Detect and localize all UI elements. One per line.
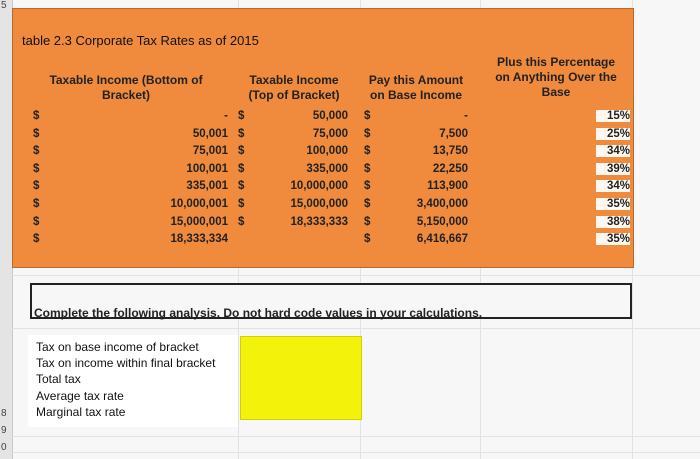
cell-bottom-bracket[interactable]: 75,001: [192, 145, 228, 158]
cell-bottom-bracket[interactable]: -: [224, 110, 228, 122]
currency-sign[interactable]: $: [238, 145, 245, 158]
row-number[interactable]: 0: [1, 442, 7, 453]
cell-percentage[interactable]: 15%: [596, 110, 630, 122]
currency-sign[interactable]: $: [238, 162, 245, 175]
currency-sign[interactable]: $: [364, 215, 371, 228]
header-bottom-bracket: Taxable Income (Bottom of Bracket): [49, 73, 203, 102]
cell-bottom-bracket[interactable]: 18,333,334: [170, 233, 228, 246]
cell-base-amount[interactable]: 6,416,667: [416, 233, 468, 246]
row-number[interactable]: 9: [1, 425, 7, 436]
header-percentage: Plus this Percentage on Anything Over the Base: [495, 55, 617, 99]
answer-input-cells[interactable]: [240, 336, 362, 420]
cell-bottom-bracket[interactable]: 15,000,001: [170, 215, 228, 228]
currency-sign[interactable]: $: [364, 127, 371, 140]
label-marginal-rate[interactable]: Marginal tax rate: [36, 405, 126, 419]
cell-base-amount[interactable]: 7,500: [439, 127, 468, 140]
currency-sign[interactable]: $: [33, 127, 40, 140]
cell-top-bracket[interactable]: 335,000: [306, 162, 348, 175]
currency-sign[interactable]: $: [33, 215, 40, 228]
cell-base-amount[interactable]: -: [464, 110, 468, 122]
currency-sign[interactable]: $: [33, 162, 40, 175]
currency-sign[interactable]: $: [33, 145, 40, 158]
cell-bottom-bracket[interactable]: 10,000,001: [170, 198, 228, 210]
currency-sign[interactable]: $: [33, 110, 40, 122]
currency-sign[interactable]: $: [364, 110, 371, 122]
label-total-tax[interactable]: Total tax: [36, 372, 81, 386]
cell-percentage[interactable]: 34%: [596, 145, 630, 157]
cell-base-amount[interactable]: 5,150,000: [416, 215, 468, 228]
cell-bottom-bracket[interactable]: 100,001: [186, 162, 228, 175]
currency-sign[interactable]: $: [238, 180, 245, 193]
currency-sign[interactable]: $: [238, 127, 245, 140]
currency-sign[interactable]: $: [238, 198, 245, 210]
cell-percentage[interactable]: 38%: [596, 216, 630, 228]
currency-sign[interactable]: $: [33, 198, 40, 210]
cell-top-bracket[interactable]: 10,000,000: [290, 180, 348, 193]
cell-base-amount[interactable]: 22,250: [432, 162, 468, 175]
currency-sign[interactable]: $: [364, 145, 371, 158]
grid-line: [12, 436, 700, 437]
grid-line: [12, 328, 700, 329]
row-number[interactable]: 5: [1, 0, 7, 11]
currency-sign[interactable]: $: [364, 180, 371, 193]
cell-percentage[interactable]: 39%: [596, 163, 630, 175]
label-average-rate[interactable]: Average tax rate: [36, 389, 124, 403]
cell-bottom-bracket[interactable]: 50,001: [192, 127, 228, 140]
currency-sign[interactable]: $: [238, 110, 245, 122]
currency-sign[interactable]: $: [364, 198, 371, 210]
row-number[interactable]: 8: [1, 408, 7, 419]
grid-line: [12, 452, 700, 453]
cell-top-bracket[interactable]: 100,000: [306, 145, 348, 158]
cell-top-bracket[interactable]: 75,000: [312, 127, 348, 140]
grid-line: [12, 275, 700, 276]
cell-base-amount[interactable]: 13,750: [432, 145, 468, 158]
currency-sign[interactable]: $: [364, 162, 371, 175]
cell-percentage[interactable]: 35%: [596, 198, 630, 210]
header-pay-amount: Pay this Amount on Base Income: [368, 73, 464, 102]
currency-sign[interactable]: $: [33, 233, 40, 246]
cell-top-bracket[interactable]: 18,333,333: [290, 215, 348, 228]
instruction-text: Complete the following analysis. Do not hard code values in your calculations.: [34, 306, 483, 320]
label-tax-base[interactable]: Tax on base income of bracket: [36, 340, 199, 354]
label-tax-final-bracket[interactable]: Tax on income within final bracket: [36, 356, 216, 370]
cell-percentage[interactable]: 35%: [596, 233, 630, 245]
cell-top-bracket[interactable]: 50,000: [312, 110, 348, 122]
cell-percentage[interactable]: 34%: [596, 180, 630, 192]
cell-top-bracket[interactable]: 15,000,000: [290, 198, 348, 210]
currency-sign[interactable]: $: [364, 233, 371, 246]
cell-base-amount[interactable]: 113,900: [427, 180, 468, 193]
currency-sign[interactable]: $: [238, 215, 245, 228]
header-top-bracket: Taxable Income (Top of Bracket): [248, 73, 340, 102]
cell-base-amount[interactable]: 3,400,000: [416, 198, 468, 210]
cell-bottom-bracket[interactable]: 335,001: [186, 180, 228, 193]
cell-percentage[interactable]: 25%: [596, 128, 630, 140]
table-title: table 2.3 Corporate Tax Rates as of 2015: [22, 33, 259, 48]
currency-sign[interactable]: $: [33, 180, 40, 193]
